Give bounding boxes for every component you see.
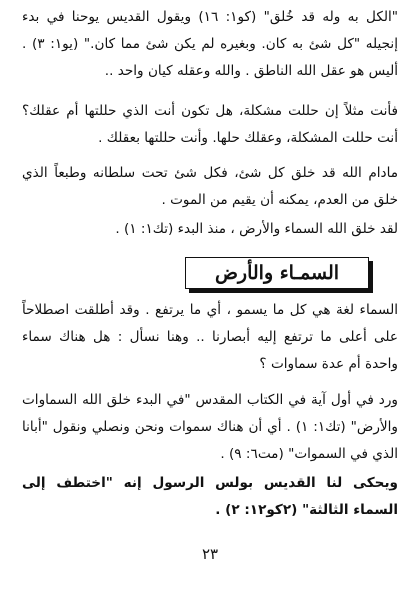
paragraph-4: لقد خلق الله السماء والأرض ، منذ البدء (تك١: ١) .	[115, 221, 398, 237]
paragraph-7: ويحكى لنا القديس بولس الرسول إنه "اختطف إلى السماء الثالثة" (٢كو١٢: ٢) .	[22, 475, 398, 518]
section-title: السمـاء والأرض	[214, 262, 340, 284]
paragraph-3: مادام الله قد خلق كل شئ، فكل شئ تحت سلطانه وطبعاً الذي خلق من العدم، يمكنه أن يقيم من الموت .	[22, 165, 398, 208]
section-title-box	[185, 257, 369, 289]
paragraph-6: ورد في أول آية في الكتاب المقدس "في البدء خلق الله السماوات والأرض" (تك١: ١) . أي أن هناك سموات ونحن ونصلي ونقول "أبانا الذي في السموات" (مت٦: ٩) .	[22, 392, 398, 462]
paragraph-1: "الكل به وله قد خُلق" (كو١: ١٦) ويقول القديس يوحنا في بدء إنجيله "كل شئ به كان. وبغيره لم يكن شئ مما كان." (يو١: ٣) . أليس هو عقل الله الناطق . والله وعقله كيان واحد ..	[22, 9, 399, 79]
paragraph-2: فأنت مثلاً إن حللت مشكلة، هل تكون أنت الذي حللتها أم عقلك؟ أنت حللت المشكلة، وعقلك حلها. وأنت حللتها بعقلك .	[22, 103, 398, 146]
paragraph-5: السماء لغة هي كل ما يسمو ، أي ما يرتفع . وقد أطلقت اصطلاحاً على أعلى ما ترتفع إليه أبصارنا .. وهنا نسأل : هل هناك سماء واحدة أم عدة سماوات ؟	[22, 302, 398, 372]
page-number: ٢٣	[201, 545, 219, 563]
